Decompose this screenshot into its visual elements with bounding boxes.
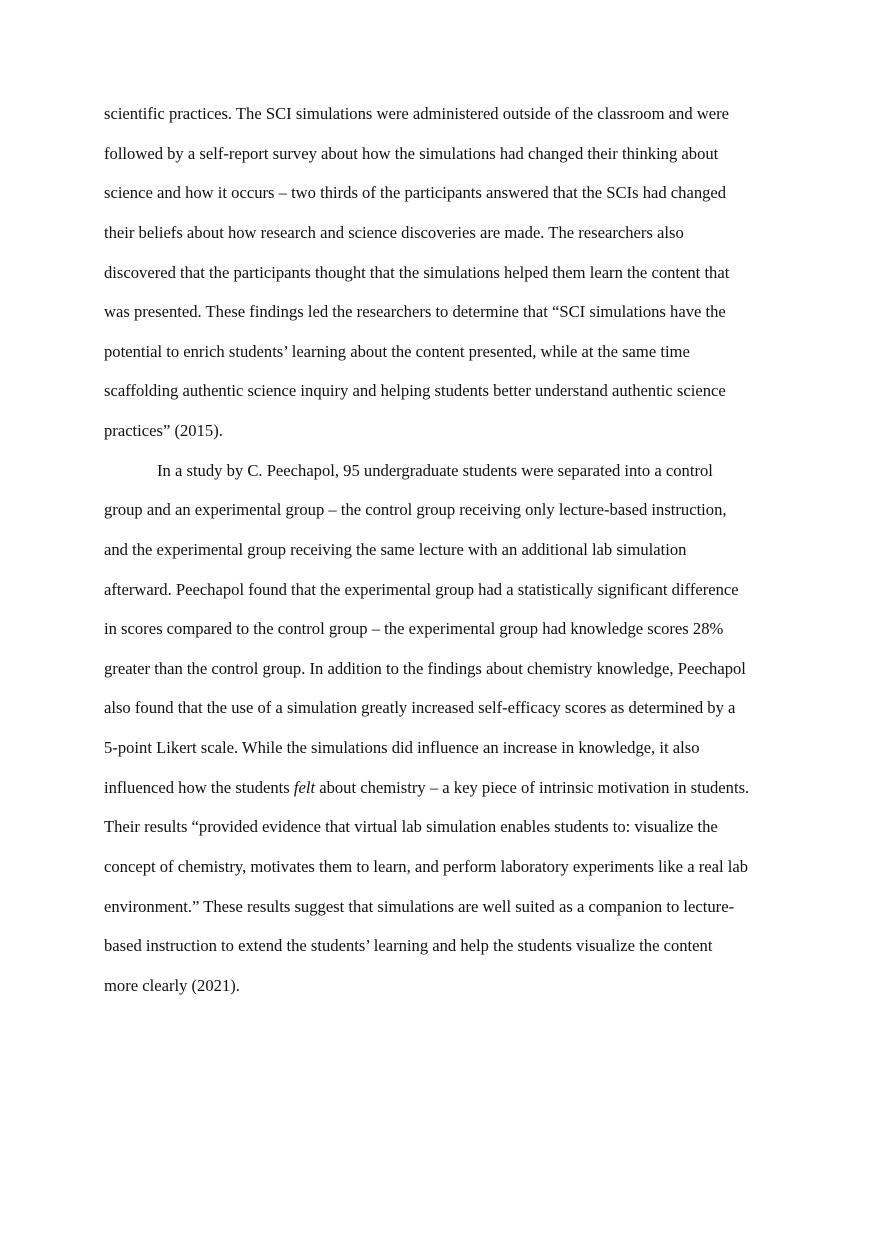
text-line: concept of chemistry, motivates them to learn, and perform laboratory experiments like a real lab	[104, 856, 748, 876]
text-line: In a study by C. Peechapol, 95 undergraduate students were separated into a control	[157, 460, 713, 480]
document-page	[104, 94, 784, 1005]
text-line: Their results “provided evidence that virtual lab simulation enables students to: visualize the	[104, 817, 718, 837]
italic-emphasis: felt	[293, 777, 316, 797]
text-line: based instruction to extend the students’ learning and help the students visualize the content	[104, 936, 713, 956]
text-line: was presented. These findings led the researchers to determine that “SCI simulations have the	[104, 302, 726, 322]
paragraph-1	[104, 94, 784, 451]
text-line: afterward. Peechapol found that the experimental group had a statistically significant difference	[104, 579, 739, 599]
text-line: and the experimental group receiving the same lecture with an additional lab simulation	[104, 539, 687, 559]
text-line: 5-point Likert scale. While the simulations did influence an increase in knowledge, it also	[104, 738, 700, 757]
text-line: followed by a self-report survey about how the simulations had changed their thinking about	[104, 143, 719, 163]
text-line: in scores compared to the control group – the experimental group had knowledge scores 28%	[104, 619, 724, 639]
text-line: group and an experimental group – the control group receiving only lecture-based instruction,	[104, 500, 727, 520]
text-line: practices” (2015).	[104, 421, 223, 440]
text-line: their beliefs about how research and science discoveries are made. The researchers also	[104, 222, 684, 242]
text-line: science and how it occurs – two thirds of the participants answered that the SCIs had changed	[104, 183, 727, 203]
text-line: potential to enrich students’ learning about the content presented, while at the same time	[104, 341, 690, 361]
paragraph-2	[104, 451, 784, 1006]
text-line: discovered that the participants thought that the simulations helped them learn the content that	[104, 262, 730, 282]
text-span: influenced how the students	[104, 777, 294, 797]
text-line: scaffolding authentic science inquiry and helping students better understand authentic science	[104, 381, 726, 401]
text-line: greater than the control group. In addition to the findings about chemistry knowledge, Peechapol	[104, 658, 746, 678]
text-line: also found that the use of a simulation greatly increased self-efficacy scores as determined by a	[104, 698, 736, 718]
text-line: more clearly (2021).	[104, 975, 240, 995]
text-line	[104, 768, 784, 808]
text-line: environment.” These results suggest that simulations are well suited as a companion to lecture-	[104, 896, 735, 916]
text-line: scientific practices. The SCI simulations were administered outside of the classroom and were	[104, 104, 730, 123]
text-span: about chemistry – a key piece of intrinsic motivation in students.	[315, 777, 750, 797]
